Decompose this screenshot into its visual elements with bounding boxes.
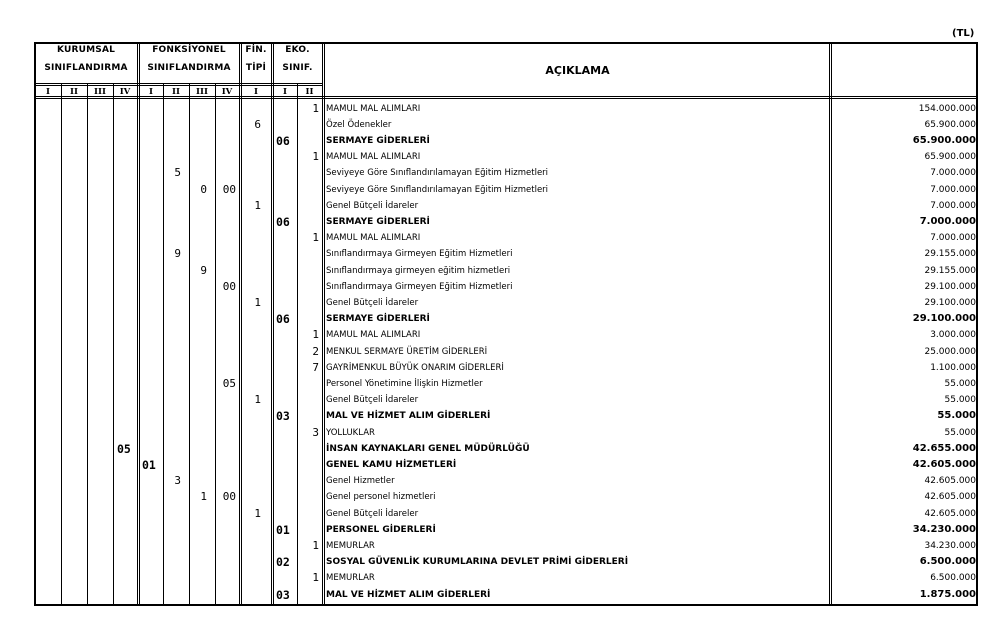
code-eko1: 03 [276,587,290,602]
row-amount: 7.000.000 [930,200,976,211]
code-f3: 9 [200,263,207,277]
code-fin: 1 [254,393,261,407]
row-description: Genel Bütçeli İdareler [326,395,419,406]
row-amount: 29.100.000 [912,313,976,325]
code-eko2: 3 [312,425,319,439]
code-eko1: 06 [276,214,290,229]
code-f3: 1 [200,490,207,504]
grid-hline [35,83,322,86]
row-description: Genel personel hizmetleri [326,492,436,503]
table-row [0,376,1000,392]
table-row [0,133,1000,149]
row-description: Sınıflandırmaya girmeyen eğitim hizmetleri [326,265,511,276]
sub-header: IV [119,87,131,97]
row-description: Seviyeye Göre Sınıflandırılamayan Eğitim Hizmetleri [326,184,549,195]
row-description: Genel Bütçeli İdareler [326,200,419,211]
row-amount: 29.155.000 [924,265,976,276]
code-f4: 00 [222,490,236,504]
code-f2: 5 [174,166,181,180]
row-amount: 7.000.000 [930,233,976,244]
sub-header: III [196,87,208,97]
row-description: İNSAN KAYNAKLARI GENEL MÜDÜRLÜĞÜ [326,443,530,454]
code-k4: 05 [117,441,131,456]
code-fin: 1 [254,506,261,520]
row-description: MAMUL MAL ALIMLARI [326,103,421,114]
table-row [0,489,1000,505]
header-kurumsal: KURUMSAL SINIFLANDIRMA [44,45,128,73]
row-description: MAMUL MAL ALIMLARI [326,152,421,163]
code-eko2: 1 [312,571,319,585]
sub-header: I [149,87,153,97]
row-amount: 42.605.000 [924,508,976,519]
row-amount: 65.900.000 [924,152,976,163]
sub-header: I [283,87,287,97]
table-row [0,408,1000,424]
table-row [0,295,1000,311]
table-row [0,538,1000,554]
row-description: Genel Bütçeli İdareler [326,508,419,519]
table-row [0,117,1000,133]
sub-header: I [46,87,50,97]
code-f1: 01 [142,457,156,472]
table-row [0,360,1000,376]
row-description: SERMAYE GİDERLERİ [326,314,430,325]
row-amount: 65.900.000 [924,119,976,130]
code-eko1: 06 [276,312,290,327]
code-eko1: 02 [276,555,290,570]
code-eko2: 1 [312,538,319,552]
row-description: MAL VE HİZMET ALIM GİDERLERİ [326,589,491,600]
table-row [0,473,1000,489]
row-amount: 7.000.000 [919,215,976,227]
code-f2: 3 [174,474,181,488]
row-amount: 29.155.000 [924,249,976,260]
row-description: SERMAYE GİDERLERİ [326,216,430,227]
table-row [0,457,1000,473]
table-row [0,522,1000,538]
table-row [0,101,1000,117]
row-description: Genel Bütçeli İdareler [326,297,419,308]
row-amount: 3.000.000 [930,330,976,341]
code-f4: 05 [222,376,236,390]
row-amount: 34.230.000 [912,523,976,535]
row-description: GENEL KAMU HİZMETLERİ [326,459,457,470]
row-description: MEMURLAR [326,540,375,551]
table-row [0,279,1000,295]
code-f4: 00 [222,182,236,196]
row-amount: 55.000 [944,395,976,406]
row-description: Genel Hizmetler [326,476,395,487]
sub-header: I [254,87,258,97]
row-description: MAMUL MAL ALIMLARI [326,330,421,341]
row-description: MAMUL MAL ALIMLARI [326,233,421,244]
row-amount: 6.500.000 [919,556,976,568]
row-description: MEMURLAR [326,573,375,584]
table-row [0,214,1000,230]
table-row [0,230,1000,246]
header-fonksiyonel: FONKSİYONEL SINIFLANDIRMA [147,45,231,73]
row-amount: 7.000.000 [930,168,976,179]
code-eko1: 01 [276,522,290,537]
code-eko2: 1 [312,150,319,164]
row-description: Özel Ödenekler [326,119,392,130]
sub-header: II [70,87,78,97]
row-amount: 55.000 [937,410,976,422]
row-amount: 25.000.000 [924,346,976,357]
sub-header: IV [221,87,233,97]
row-amount: 65.900.000 [912,134,976,146]
row-amount: 42.655.000 [912,442,976,454]
code-f2: 9 [174,247,181,261]
row-amount: 55.000 [944,427,976,438]
row-description: Seviyeye Göre Sınıflandırılamayan Eğitim Hizmetleri [326,168,549,179]
code-eko1: 06 [276,133,290,148]
table-row [0,441,1000,457]
header-fin-tipi: FİN. TİPİ [245,45,267,73]
row-description: Personel Yönetimine İlişkin Hizmetler [326,378,483,389]
code-eko2: 1 [312,101,319,115]
code-f3: 0 [200,182,207,196]
row-description: PERSONEL GİDERLERİ [326,524,436,535]
code-eko1: 03 [276,409,290,424]
table-row [0,149,1000,165]
sub-header: III [94,87,106,97]
row-description: GAYRİMENKUL BÜYÜK ONARIM GİDERLERİ [326,362,504,373]
code-fin: 1 [254,295,261,309]
row-description: SOSYAL GÜVENLİK KURUMLARINA DEVLET PRİMİ GİDERLERİ [326,557,629,568]
table-row [0,587,1000,603]
table-row [0,198,1000,214]
table-row [0,327,1000,343]
code-fin: 1 [254,198,261,212]
code-eko2: 2 [312,344,319,358]
code-f4: 00 [222,279,236,293]
row-description: Sınıflandırmaya Girmeyen Eğitim Hizmetleri [326,249,513,260]
table-row [0,344,1000,360]
sub-header: II [172,87,180,97]
header-eko-sinif: EKO. SINIF. [282,45,313,73]
table-row [0,182,1000,198]
row-amount: 42.605.000 [924,492,976,503]
row-amount: 42.605.000 [924,476,976,487]
row-description: Sınıflandırmaya Girmeyen Eğitim Hizmetleri [326,281,513,292]
table-row [0,392,1000,408]
row-amount: 42.605.000 [912,458,976,470]
row-amount: 1.875.000 [919,588,976,600]
row-description: YOLLUKLAR [326,427,375,438]
code-fin: 6 [254,117,261,131]
row-amount: 34.230.000 [924,540,976,551]
table-row [0,506,1000,522]
row-amount: 29.100.000 [924,297,976,308]
header-aciklama: AÇIKLAMA [545,64,610,77]
row-amount: 154.000.000 [918,103,976,114]
code-eko2: 1 [312,328,319,342]
table-row [0,554,1000,570]
row-amount: 6.500.000 [930,573,976,584]
table-row [0,425,1000,441]
table-row [0,165,1000,181]
table-row [0,311,1000,327]
grid-hline [35,96,977,99]
row-amount: 29.100.000 [924,281,976,292]
row-description: MENKUL SERMAYE ÜRETİM GİDERLERİ [326,346,488,357]
row-amount: 7.000.000 [930,184,976,195]
table-row [0,570,1000,586]
row-description: MAL VE HİZMET ALIM GİDERLERİ [326,411,491,422]
currency-unit: (TL) [952,28,975,39]
table-row [0,246,1000,262]
sub-header: II [305,87,314,97]
row-amount: 1.100.000 [930,362,976,373]
row-description: SERMAYE GİDERLERİ [326,135,430,146]
row-amount: 55.000 [944,378,976,389]
code-eko2: 7 [312,360,319,374]
code-eko2: 1 [312,231,319,245]
table-row [0,263,1000,279]
